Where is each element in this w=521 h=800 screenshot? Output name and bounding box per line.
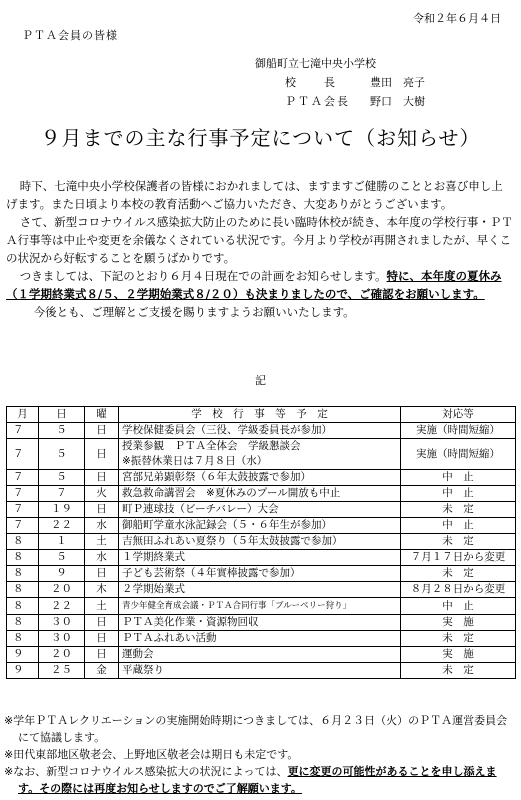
paragraph-closing: 今後とも、ご理解とご支援を賜りますようお願いいたします。 xyxy=(33,305,355,319)
table-header-row xyxy=(7,407,516,423)
principal-name: 豊田 亮子 xyxy=(370,76,425,89)
note-changes-emphasis: 更に変更の可能性があることを申し添えます。その際には再度お知らせしますのでご了解願います。 xyxy=(18,765,497,795)
table-row xyxy=(7,486,516,502)
cell-status: 実施（時間短縮） xyxy=(401,423,516,439)
cell-weekday: 水 xyxy=(85,518,119,534)
pta-name: 野口 大樹 xyxy=(370,95,425,108)
header-event: 学 校 行 事 等 予 定 xyxy=(119,407,401,423)
header-day: 日 xyxy=(39,407,85,423)
cell-event xyxy=(119,663,401,679)
event-text: 御船町学童水泳記録会（５・６年生が参加） xyxy=(122,519,332,531)
table-row xyxy=(7,615,516,631)
cell-event xyxy=(119,486,401,502)
cell-month: ７ xyxy=(7,518,39,534)
cell-day: ２０ xyxy=(39,582,85,598)
plan-text: つきましては、下記のとおり６月４日現在での計画をお知らせします。 xyxy=(19,269,387,283)
cell-weekday: 日 xyxy=(85,566,119,582)
cell-day: ３０ xyxy=(39,631,85,647)
body-text xyxy=(6,177,513,321)
event-text: 町Ｐ連球技（ビーチバレー）大会 xyxy=(122,503,279,515)
document-title: ９月までの主な行事予定について（お知らせ） xyxy=(40,126,481,150)
cell-status: 実施（時間短縮） xyxy=(401,439,516,470)
cell-month: ９ xyxy=(7,647,39,663)
cell-status: 未 定 xyxy=(401,534,516,550)
cell-event xyxy=(119,518,401,534)
addressee: ＰＴＡ会員の皆様 xyxy=(22,29,118,42)
cell-month: ７ xyxy=(7,470,39,486)
header-weekday: 曜 xyxy=(85,407,119,423)
cell-day: ５ xyxy=(39,550,85,566)
event-text: 平蔵祭り xyxy=(122,664,164,676)
event-text: 授業参観 ＰＴＡ全体会 学級懇談会 xyxy=(122,440,301,452)
cell-weekday: 金 xyxy=(85,663,119,679)
cell-month: ８ xyxy=(7,598,39,615)
table-row xyxy=(7,502,516,518)
cell-month: ７ xyxy=(7,486,39,502)
cell-status: 未 定 xyxy=(401,631,516,647)
cell-day: ２２ xyxy=(39,598,85,615)
event-text: 宮部兄弟顕彰祭（６年太鼓披露で参加） xyxy=(122,471,311,483)
event-text: 吉無田ふれあい夏祭り（５年太鼓披露で参加） xyxy=(122,535,343,547)
cell-event xyxy=(119,439,401,470)
notes xyxy=(4,712,517,797)
event-text: 学校保健委員会（三役、学級委員長が参加） xyxy=(122,424,332,436)
table-row xyxy=(7,598,516,615)
cell-status: 実 施 xyxy=(401,647,516,663)
cell-month: ７ xyxy=(7,502,39,518)
cell-day: ５ xyxy=(39,423,85,439)
cell-day: ２２ xyxy=(39,518,85,534)
cell-weekday: 日 xyxy=(85,423,119,439)
cell-status: 中 止 xyxy=(401,598,516,615)
cell-day: ９ xyxy=(39,566,85,582)
cell-month: ９ xyxy=(7,663,39,679)
paragraph-plan xyxy=(6,267,513,303)
cell-day: ５ xyxy=(39,439,85,470)
pta-line xyxy=(255,92,425,111)
table-row xyxy=(7,566,516,582)
cell-event xyxy=(119,423,401,439)
cell-event xyxy=(119,647,401,663)
table-row xyxy=(7,663,516,679)
cell-event xyxy=(119,615,401,631)
cell-status: 中 止 xyxy=(401,518,516,534)
cell-weekday: 水 xyxy=(85,550,119,566)
cell-event xyxy=(119,566,401,582)
cell-status: ７月１７日から変更 xyxy=(401,550,516,566)
paragraph-situation: さて、新型コロナウイルス感染拡大防止のために長い臨時休校が続き、本年度の学校行事・ＰＴＡ行事等は中止や変更を余儀なくされている状況です。今月より学校が再開されましたが、早くこの状況から好転することを願うばかりです。 xyxy=(6,215,513,265)
cell-weekday: 土 xyxy=(85,534,119,550)
cell-weekday: 日 xyxy=(85,631,119,647)
cell-month: ８ xyxy=(7,582,39,598)
cell-event xyxy=(119,598,401,615)
cell-event xyxy=(119,534,401,550)
ki-marker: 記 xyxy=(255,374,266,387)
cell-weekday: 日 xyxy=(85,470,119,486)
event-text: １学期終業式 xyxy=(122,551,185,563)
cell-weekday: 火 xyxy=(85,486,119,502)
cell-day: １９ xyxy=(39,502,85,518)
cell-weekday: 日 xyxy=(85,439,119,470)
cell-status: 中 止 xyxy=(401,486,516,502)
cell-day: ７ xyxy=(39,486,85,502)
note-changes xyxy=(4,763,517,797)
event-text: 青少年健全育成会議・ＰＴＡ合同行事「ブルーベリー狩り」 xyxy=(122,601,352,611)
cell-status: 中 止 xyxy=(401,470,516,486)
cell-status: 実 施 xyxy=(401,615,516,631)
plan-emphasis: 特に、本年度の夏休み（１学期終業式８/５、２学期始業式８/２０）も決まりましたので、ご確認をお願いします。 xyxy=(6,269,502,301)
table-row xyxy=(7,439,516,470)
cell-event xyxy=(119,582,401,598)
sender-block xyxy=(255,54,425,111)
cell-event xyxy=(119,550,401,566)
cell-month: ８ xyxy=(7,566,39,582)
schedule-body xyxy=(7,423,516,679)
table-row xyxy=(7,582,516,598)
table-row xyxy=(7,534,516,550)
event-text: ＰＴＡ美化作業・資源物回収 xyxy=(122,616,259,628)
event-text: 運動会 xyxy=(122,648,154,660)
cell-day: １ xyxy=(39,534,85,550)
cell-day: ２５ xyxy=(39,663,85,679)
principal-line xyxy=(255,73,425,92)
cell-weekday: 日 xyxy=(85,502,119,518)
cell-status: 未 定 xyxy=(401,566,516,582)
table-row xyxy=(7,518,516,534)
event-text: ＰＴＡふれあい活動 xyxy=(122,632,217,644)
event-text: ２学期始業式 xyxy=(122,583,185,595)
cell-weekday: 木 xyxy=(85,582,119,598)
school-name: 御船町立七滝中央小学校 xyxy=(255,57,376,70)
cell-weekday: 日 xyxy=(85,615,119,631)
cell-event xyxy=(119,502,401,518)
cell-month: ８ xyxy=(7,534,39,550)
cell-month: ８ xyxy=(7,631,39,647)
header-month: 月 xyxy=(7,407,39,423)
table-row xyxy=(7,423,516,439)
cell-weekday: 土 xyxy=(85,598,119,615)
principal-role: 校 長 xyxy=(285,76,337,89)
cell-month: ７ xyxy=(7,439,39,470)
note-keirokai: ※田代東部地区敬老会、上野地区敬老会は期日も未定です。 xyxy=(4,748,299,761)
document-date: 令和２年６月４日 xyxy=(413,12,501,25)
cell-day: ２０ xyxy=(39,647,85,663)
event-text: 子ども芸術祭（４年實棒披露で参加） xyxy=(122,567,301,579)
table-row xyxy=(7,550,516,566)
cell-month: ７ xyxy=(7,423,39,439)
cell-status: ８月２８日から変更 xyxy=(401,582,516,598)
table-row xyxy=(7,647,516,663)
cell-day: ５ xyxy=(39,470,85,486)
header-status: 対応等 xyxy=(401,407,516,423)
event-note: ※振替休業日は７月８日（水） xyxy=(122,455,268,467)
note-changes-text: ※なお、新型コロナウイルス感染拡大の状況によっては、 xyxy=(4,765,288,778)
cell-day: ３０ xyxy=(39,615,85,631)
cell-event xyxy=(119,470,401,486)
event-text: 救急救命講習会 ※夏休みのプール開放も中止 xyxy=(122,487,341,499)
cell-month: ８ xyxy=(7,615,39,631)
cell-month: ８ xyxy=(7,550,39,566)
table-row xyxy=(7,631,516,647)
pta-role: ＰＴＡ会長 xyxy=(285,95,350,108)
note-recreation: ※学年ＰＴＡレクリエーションの実施開始時期につきましては、６月２３日（火）のＰＴＡ運営委員会にて協議します。 xyxy=(4,714,508,744)
cell-weekday: 日 xyxy=(85,647,119,663)
schedule-table xyxy=(6,406,516,679)
cell-event xyxy=(119,631,401,647)
cell-status: 未 定 xyxy=(401,663,516,679)
cell-status: 未 定 xyxy=(401,502,516,518)
table-row xyxy=(7,470,516,486)
paragraph-greeting: 時下、七滝中央小学校保護者の皆様におかれましては、ますますご健勝のこととお喜び申し上げます。また日頃より本校の教育活動へご協力いただき、大変ありがとうございます。 xyxy=(6,179,503,211)
